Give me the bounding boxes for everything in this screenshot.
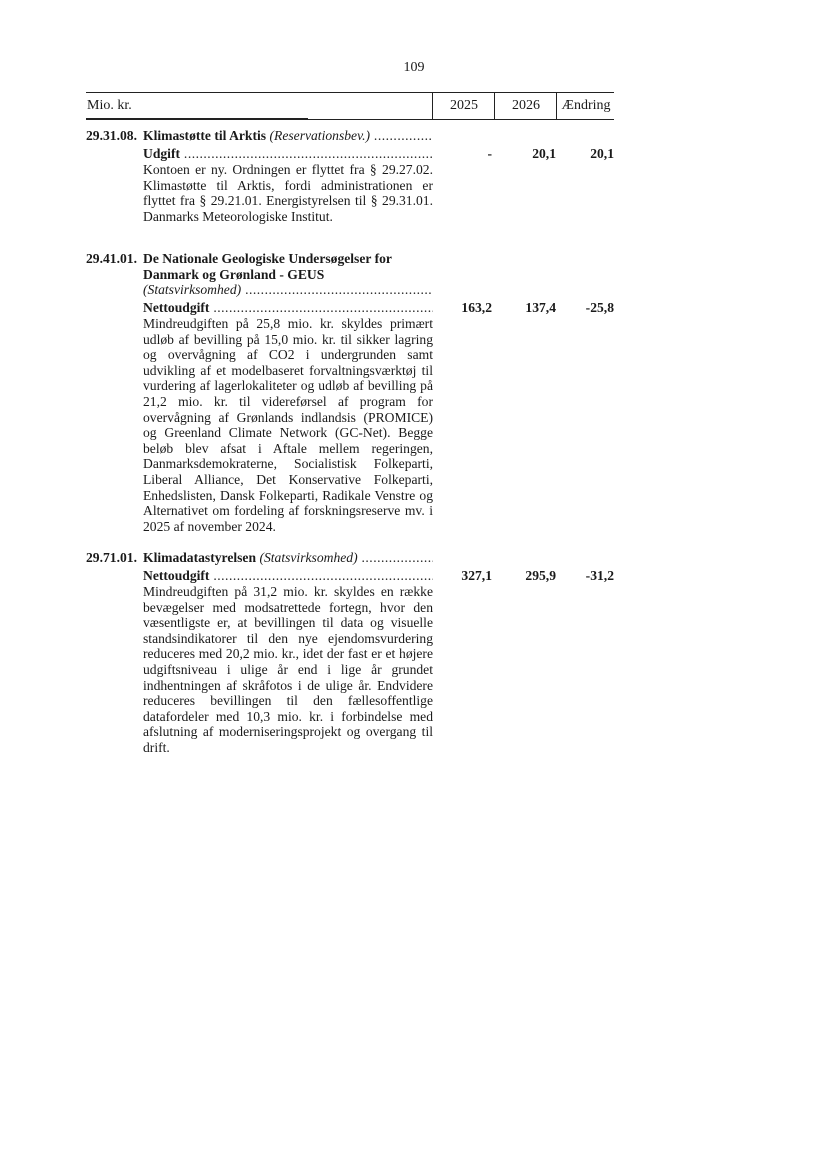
entry-title — [143, 128, 433, 144]
entry-title-italic: (Statsvirksomhed) — [143, 282, 242, 297]
entry-title-text: Klimadatastyrelsen — [143, 550, 257, 565]
entry-text: Kontoen er ny. Ordningen er flyttet fra § 29.27.02. Klimastøtte til Arktis, fordi administrationen er flyttet fra § 29.21.01. Energistyrelsen til § 29.31.01. Danmarks Meteorologiske Institut. — [143, 162, 433, 224]
entry-title-text: Klimastøtte til Arktis — [143, 128, 267, 143]
entry-title-italic: (Statsvirksomhed) — [259, 550, 358, 565]
entry-code: 29.71.01. — [86, 550, 137, 565]
row-label: Nettoudgift — [143, 568, 210, 583]
value-change: -31,2 — [585, 568, 614, 583]
row-label: Nettoudgift — [143, 300, 210, 315]
value-change: 20,1 — [590, 146, 614, 161]
value-2025: 163,2 — [461, 300, 492, 315]
entry-title-italic: (Reservationsbev.) — [269, 128, 371, 143]
entry-title — [143, 550, 433, 566]
entry-row — [143, 568, 433, 584]
entry-text: Mindreudgiften på 31,2 mio. kr. skyldes en række bevægelser med modsatrettede fortegn, hvor den væsentligste er, at bevillingen til data og visuelle standsindikatorer til den nye ejendomsvurdering reduceres med 20,2 mio. kr., idet der fast er et højere udgiftsniveau i ulige år end i lige år grundet indhentningen af skråfotos i de ulige år. Endvidere reduceres bevillingen til den fællesoffentlige datafordeler med 10,3 mio. kr. i forbindelse med afslutning af moderniseringsprojekt og overgang til drift. — [143, 584, 433, 755]
entry-row — [143, 146, 433, 162]
value-2026: 20,1 — [532, 146, 556, 161]
entry-row — [143, 300, 433, 316]
value-2026: 137,4 — [525, 300, 556, 315]
column-change: Ændring — [556, 93, 615, 119]
column-2026: 2026 — [494, 93, 557, 119]
header-underline — [86, 118, 308, 119]
table-header — [86, 92, 614, 120]
value-2025: 327,1 — [461, 568, 492, 583]
unit-label: Mio. kr. — [87, 98, 132, 113]
row-label: Udgift — [143, 146, 181, 161]
value-2026: 295,9 — [525, 568, 556, 583]
entry-subtitle — [143, 282, 433, 298]
page-number: 109 — [403, 60, 425, 75]
value-2025: - — [487, 146, 492, 161]
column-2025: 2025 — [432, 93, 495, 119]
entry-code: 29.41.01. — [86, 251, 137, 266]
entry-code: 29.31.08. — [86, 128, 137, 143]
entry-title: De Nationale Geologiske Undersøgelser for Danmark og Grønland - GEUS — [143, 251, 392, 282]
value-change: -25,8 — [585, 300, 614, 315]
entry-text: Mindreudgiften på 25,8 mio. kr. skyldes primært udløb af bevilling på 15,0 mio. kr. til sikker lagring og overvågning af CO2 i undergrunden samt udvikling af et modelbaseret forvaltningsværktøj til vurdering af lagerlokaliteter og udløb af bevilling på 21,2 mio. kr. til videreførsel af program for overvågning af Grønlands indlandsis (PROMICE) og Greenland Climate Network (GC-Net). Begge beløb blev afsat i Aftale mellem regeringen, Danmarksdemokraterne, Socialistisk Folkeparti, Liberal Alliance, Det Konservative Folkeparti, Enhedslisten, Dansk Folkeparti, Radikale Venstre og Alternativet om fordeling af forskningsreserve mv. i 2025 af november 2024. — [143, 316, 433, 534]
